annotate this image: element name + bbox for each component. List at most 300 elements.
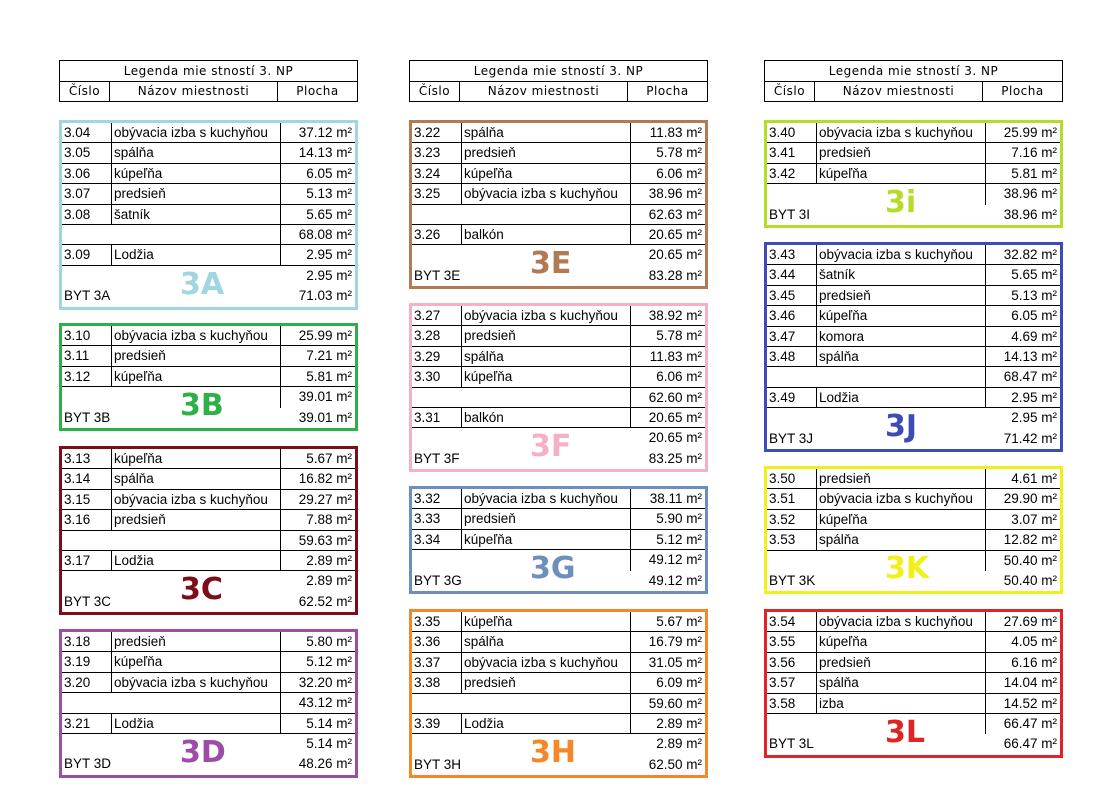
column-divider <box>985 245 986 264</box>
room-name: predsieň <box>819 287 871 303</box>
room-name: predsieň <box>819 654 871 670</box>
room-number: 3.31 <box>414 409 441 425</box>
room-number: 3.35 <box>414 614 441 629</box>
column-number: Číslo <box>765 82 815 101</box>
room-name: obývacia izba s kuchyňou <box>819 247 973 262</box>
legend-title: Legenda mie stností 3. NP <box>765 61 1062 82</box>
room-name: Lodžia <box>114 247 154 263</box>
apartment-label: BYT 3B <box>64 409 111 425</box>
room-row <box>412 367 705 387</box>
room-row <box>62 449 355 469</box>
room-name: kúpeľňa <box>464 614 513 629</box>
room-row <box>62 551 355 571</box>
legend-column-1 <box>59 60 358 102</box>
apartment-3K <box>764 466 1063 594</box>
total-area: 83.25 m² <box>648 450 702 466</box>
column-divider <box>985 184 986 204</box>
room-row <box>412 225 705 245</box>
room-area: 7.16 m² <box>1011 145 1057 161</box>
room-name: predsieň <box>114 348 166 364</box>
room-area: 5.13 m² <box>1011 287 1057 303</box>
room-area: 2.89 m² <box>306 552 352 568</box>
room-number: 3.53 <box>769 532 796 548</box>
room-area: 38.11 m² <box>649 491 702 506</box>
apartment-3B <box>59 323 358 431</box>
room-number: 3.32 <box>414 491 441 506</box>
apartment-3E <box>409 120 708 289</box>
apartment-3L <box>764 609 1063 758</box>
room-number: 3.55 <box>769 634 796 650</box>
column-divider <box>630 143 631 162</box>
room-name: Lodžia <box>464 715 504 731</box>
room-area: 16.79 m² <box>648 634 702 650</box>
room-area: 5.12 m² <box>306 654 352 670</box>
room-number: 3.20 <box>64 674 91 690</box>
room-number: 3.23 <box>414 145 441 161</box>
room-number: 3.17 <box>64 552 91 568</box>
room-number: 3.12 <box>64 368 91 384</box>
column-divider <box>280 387 281 407</box>
room-row <box>767 612 1060 632</box>
room-number: 3.41 <box>769 145 796 161</box>
room-number: 3.21 <box>64 715 91 731</box>
room-row <box>62 652 355 672</box>
extra-subtotal-area: 2.89 m² <box>656 736 702 752</box>
column-divider <box>630 225 631 244</box>
legend-columns <box>410 82 707 101</box>
room-area: 11.83 m² <box>649 125 702 140</box>
room-number: 3.49 <box>769 389 796 405</box>
column-area: Plocha <box>296 84 339 98</box>
room-name: spálňa <box>819 532 859 548</box>
apartment-code: 3J <box>885 409 918 444</box>
room-number: 3.54 <box>769 614 796 629</box>
room-name: obývacia izba s kuchyňou <box>464 491 618 506</box>
legend-title: Legenda mie stností 3. NP <box>410 61 707 82</box>
column-divider <box>985 694 986 713</box>
room-area: 29.90 m² <box>1003 491 1057 507</box>
room-name: spálňa <box>819 675 859 691</box>
column-divider <box>985 530 986 549</box>
room-name: predsieň <box>114 186 166 202</box>
apartment-label: BYT 3F <box>414 450 460 466</box>
room-name: predsieň <box>114 634 166 649</box>
column-divider <box>985 327 986 346</box>
room-row <box>412 164 705 184</box>
room-number: 3.26 <box>414 226 441 242</box>
room-name: predsieň <box>464 328 516 344</box>
room-number: 3.04 <box>64 125 91 140</box>
room-name: kúpeľňa <box>819 511 868 527</box>
column-divider <box>630 530 631 549</box>
room-name: obývacia izba s kuchyňou <box>114 328 268 343</box>
column-divider <box>280 184 281 203</box>
room-row <box>412 653 705 673</box>
room-name: obývacia izba s kuchyňou <box>819 491 973 507</box>
room-row <box>412 673 705 693</box>
apartment-label: BYT 3L <box>769 736 814 752</box>
room-area: 4.61 m² <box>1011 471 1057 486</box>
legend-header <box>59 60 358 102</box>
column-divider <box>280 652 281 671</box>
room-row <box>62 367 355 387</box>
column-divider <box>280 225 281 244</box>
room-number: 3.56 <box>769 654 796 670</box>
room-area: 5.81 m² <box>1011 165 1057 181</box>
column-divider <box>985 510 986 529</box>
column-divider <box>630 509 631 528</box>
room-row <box>62 245 355 265</box>
apartment-code: 3L <box>885 714 925 750</box>
room-name: balkón <box>464 409 504 425</box>
room-row <box>767 245 1060 265</box>
column-divider <box>280 449 281 468</box>
apartment-label: BYT 3J <box>769 430 814 446</box>
room-name: kúpeľňa <box>464 531 513 547</box>
extra-subtotal-area: 2.95 m² <box>1011 410 1057 426</box>
extra-subtotal-area: 20.65 m² <box>648 430 702 446</box>
room-number: 3.36 <box>414 634 441 650</box>
room-area: 5.14 m² <box>306 715 352 731</box>
room-area: 5.80 m² <box>306 634 352 649</box>
column-divider <box>985 286 986 305</box>
room-row <box>62 469 355 489</box>
column-divider <box>630 632 631 651</box>
subtotal-area: 68.08 m² <box>298 226 352 242</box>
room-row <box>412 184 705 204</box>
room-number: 3.11 <box>64 348 90 364</box>
apartment-3C <box>59 446 358 615</box>
room-area: 7.88 m² <box>306 512 352 528</box>
subtotal-area: 62.60 m² <box>648 389 702 405</box>
room-area: 20.65 m² <box>648 409 702 425</box>
room-number: 3.40 <box>769 125 796 140</box>
column-divider <box>630 673 631 692</box>
room-name: kúpeľňa <box>114 654 163 670</box>
column-divider <box>630 184 631 203</box>
room-area: 6.09 m² <box>656 675 702 691</box>
room-number: 3.29 <box>414 348 441 364</box>
room-area: 27.69 m² <box>1003 614 1057 629</box>
column-number: Číslo <box>60 82 110 101</box>
column-divider <box>630 653 631 672</box>
subtotal-area: 49.12 m² <box>648 552 702 568</box>
apartment-label: BYT 3I <box>769 206 811 222</box>
room-name: kúpeľňa <box>819 165 868 181</box>
room-row <box>62 673 355 693</box>
room-area: 6.05 m² <box>1011 308 1057 324</box>
room-area: 25.99 m² <box>1003 125 1057 140</box>
subtotal-row <box>62 225 355 245</box>
room-name: predsieň <box>819 471 871 486</box>
room-row <box>767 123 1060 143</box>
total-area: 71.03 m² <box>298 288 352 304</box>
apartment-3F <box>409 303 708 472</box>
room-name: šatník <box>819 267 856 283</box>
column-divider <box>985 489 986 508</box>
room-number: 3.16 <box>64 512 91 528</box>
room-name: predsieň <box>464 511 516 527</box>
room-area: 31.05 m² <box>648 654 702 670</box>
column-divider <box>985 673 986 692</box>
column-divider <box>280 490 281 509</box>
room-number: 3.46 <box>769 308 796 324</box>
room-row <box>767 286 1060 306</box>
extra-subtotal-area: 20.65 m² <box>648 247 702 263</box>
room-number: 3.34 <box>414 531 441 547</box>
room-number: 3.44 <box>769 267 796 283</box>
room-number: 3.18 <box>64 634 91 649</box>
column-divider <box>985 388 986 407</box>
legend-header <box>409 60 708 102</box>
room-name: kúpeľňa <box>114 368 163 384</box>
apartment-code: 3B <box>180 388 224 423</box>
column-name: Názov miestnosti <box>110 82 278 101</box>
column-divider <box>630 347 631 366</box>
room-row <box>767 327 1060 347</box>
room-number: 3.13 <box>64 451 91 466</box>
room-name: šatník <box>114 206 151 222</box>
room-area: 6.05 m² <box>306 165 352 181</box>
room-number: 3.43 <box>769 247 796 262</box>
total-area: 62.52 m² <box>298 593 352 609</box>
apartment-label: BYT 3G <box>414 572 462 588</box>
room-area: 16.82 m² <box>298 471 352 487</box>
room-row <box>767 673 1060 693</box>
total-area: 83.28 m² <box>648 267 702 283</box>
column-divider <box>985 551 986 571</box>
room-number: 3.25 <box>414 186 441 202</box>
room-row <box>767 653 1060 673</box>
room-row <box>412 326 705 346</box>
room-area: 20.65 m² <box>648 226 702 242</box>
room-number: 3.28 <box>414 328 441 344</box>
room-area: 32.20 m² <box>298 674 352 690</box>
column-divider <box>630 123 631 142</box>
column-divider <box>280 367 281 386</box>
room-row <box>62 184 355 204</box>
legend-column-2 <box>409 60 708 102</box>
column-number: Číslo <box>410 82 460 101</box>
room-row <box>62 632 355 652</box>
apartment-code: 3H <box>530 735 576 771</box>
apartment-label: BYT 3E <box>414 267 461 283</box>
room-row <box>62 123 355 143</box>
room-row <box>412 612 705 632</box>
column-divider <box>630 164 631 183</box>
room-number: 3.27 <box>414 308 441 323</box>
subtotal-row <box>412 388 705 408</box>
room-row <box>767 164 1060 184</box>
column-divider <box>280 164 281 183</box>
legend-column-3 <box>764 60 1063 102</box>
room-name: spálňa <box>819 348 859 364</box>
apartment-code: 3i <box>885 185 917 220</box>
apartment-label: BYT 3D <box>64 756 112 772</box>
legend-columns <box>765 82 1062 101</box>
apartment-3D <box>59 629 358 778</box>
room-area: 5.13 m² <box>306 186 352 202</box>
total-area: 38.96 m² <box>1003 206 1057 222</box>
apartment-code: 3A <box>180 266 225 302</box>
apartment-label: BYT 3C <box>64 593 112 609</box>
room-area: 5.90 m² <box>656 511 702 527</box>
room-name: kúpeľňa <box>114 165 163 181</box>
room-name: obývacia izba s kuchyňou <box>114 674 268 690</box>
room-name: Lodžia <box>819 389 859 405</box>
room-number: 3.39 <box>414 715 441 731</box>
apartment-3H <box>409 609 708 778</box>
room-area: 4.69 m² <box>1011 328 1057 344</box>
extra-subtotal-area: 5.14 m² <box>306 735 352 751</box>
room-area: 5.78 m² <box>656 328 702 344</box>
room-row <box>62 326 355 346</box>
room-number: 3.50 <box>769 471 796 486</box>
room-row <box>412 347 705 367</box>
column-name: Názov miestnosti <box>815 82 983 101</box>
apartment-label: BYT 3H <box>414 756 462 772</box>
apartment-label: BYT 3A <box>64 288 111 304</box>
apartment-code: 3C <box>180 572 223 608</box>
column-divider <box>630 205 631 224</box>
room-row <box>412 123 705 143</box>
room-area: 38.96 m² <box>648 186 702 202</box>
room-row <box>767 632 1060 652</box>
room-name: kúpeľňa <box>464 165 513 181</box>
column-divider <box>630 550 631 570</box>
subtotal-area: 43.12 m² <box>298 695 352 711</box>
room-area: 2.89 m² <box>656 715 702 731</box>
extra-subtotal-area: 2.89 m² <box>306 573 352 589</box>
room-number: 3.05 <box>64 145 91 161</box>
column-divider <box>985 143 986 162</box>
room-row <box>767 694 1060 714</box>
room-number: 3.22 <box>414 125 441 140</box>
room-number: 3.08 <box>64 206 91 222</box>
room-name: spálňa <box>464 125 504 140</box>
room-name: kúpeľňa <box>819 308 868 324</box>
column-divider <box>985 367 986 386</box>
room-name: obývacia izba s kuchyňou <box>114 491 268 507</box>
room-number: 3.37 <box>414 654 441 670</box>
column-divider <box>280 346 281 365</box>
column-divider <box>985 123 986 142</box>
column-area: Plocha <box>646 84 689 98</box>
room-row <box>767 510 1060 530</box>
column-divider <box>985 632 986 651</box>
room-area: 5.67 m² <box>656 614 702 629</box>
room-row <box>412 143 705 163</box>
column-divider <box>985 265 986 284</box>
column-divider <box>630 388 631 407</box>
subtotal-row <box>412 205 705 225</box>
room-name: predsieň <box>464 145 516 161</box>
subtotal-area: 66.47 m² <box>1003 715 1057 731</box>
total-area: 39.01 m² <box>298 409 352 425</box>
column-divider <box>630 694 631 713</box>
room-number: 3.42 <box>769 165 796 181</box>
subtotal-area: 68.47 m² <box>1003 369 1057 385</box>
room-row <box>62 490 355 510</box>
room-area: 5.81 m² <box>306 368 352 384</box>
apartment-code: 3F <box>530 429 572 465</box>
total-area: 71.42 m² <box>1003 430 1057 446</box>
room-area: 2.95 m² <box>1011 389 1057 405</box>
room-row <box>767 489 1060 509</box>
room-row <box>767 306 1060 326</box>
room-name: spálňa <box>114 471 154 487</box>
room-number: 3.48 <box>769 348 796 364</box>
column-divider <box>280 531 281 550</box>
room-area: 12.82 m² <box>1003 532 1057 548</box>
room-name: predsieň <box>464 675 516 691</box>
room-name: kúpeľňa <box>819 634 868 650</box>
room-number: 3.38 <box>414 675 441 691</box>
room-number: 3.33 <box>414 511 441 527</box>
room-name: Lodžia <box>114 552 154 568</box>
column-divider <box>985 714 986 734</box>
room-area: 6.16 m² <box>1011 654 1057 670</box>
total-area: 66.47 m² <box>1003 736 1057 752</box>
room-number: 3.58 <box>769 695 796 711</box>
room-area: 29.27 m² <box>298 491 352 507</box>
room-area: 5.65 m² <box>306 206 352 222</box>
column-divider <box>280 673 281 692</box>
room-number: 3.52 <box>769 511 796 527</box>
column-name: Názov miestnosti <box>460 82 628 101</box>
total-area: 48.26 m² <box>298 756 352 772</box>
legend-header <box>764 60 1063 102</box>
room-area: 37.12 m² <box>298 125 352 140</box>
column-divider <box>630 612 631 631</box>
column-divider <box>280 205 281 224</box>
room-number: 3.09 <box>64 247 91 263</box>
room-row <box>412 306 705 326</box>
room-name: komora <box>819 328 865 344</box>
subtotal-row <box>62 693 355 713</box>
column-divider <box>280 469 281 488</box>
legend-columns <box>60 82 357 101</box>
room-name: kúpeľňa <box>464 369 513 385</box>
room-number: 3.15 <box>64 491 91 507</box>
subtotal-row <box>412 694 705 714</box>
column-divider <box>280 123 281 142</box>
room-row <box>767 347 1060 367</box>
room-row <box>767 265 1060 285</box>
room-area: 14.13 m² <box>298 145 352 161</box>
total-area: 49.12 m² <box>648 572 702 588</box>
room-name: obývacia izba s kuchyňou <box>819 125 973 140</box>
room-area: 6.06 m² <box>656 369 702 385</box>
subtotal-area: 38.96 m² <box>1003 186 1057 202</box>
column-divider <box>985 469 986 488</box>
room-area: 5.65 m² <box>1011 267 1057 283</box>
column-divider <box>985 347 986 366</box>
room-row <box>62 714 355 734</box>
room-name: spálňa <box>464 348 504 364</box>
room-area: 14.13 m² <box>1003 348 1057 364</box>
room-number: 3.24 <box>414 165 441 181</box>
subtotal-area: 59.60 m² <box>648 695 702 711</box>
room-row <box>767 469 1060 489</box>
room-name: predsieň <box>114 512 166 528</box>
room-area: 32.82 m² <box>1003 247 1057 262</box>
room-row <box>412 530 705 550</box>
room-name: obývacia izba s kuchyňou <box>114 125 268 140</box>
column-divider <box>280 510 281 529</box>
room-number: 3.30 <box>414 369 441 385</box>
column-divider <box>280 143 281 162</box>
